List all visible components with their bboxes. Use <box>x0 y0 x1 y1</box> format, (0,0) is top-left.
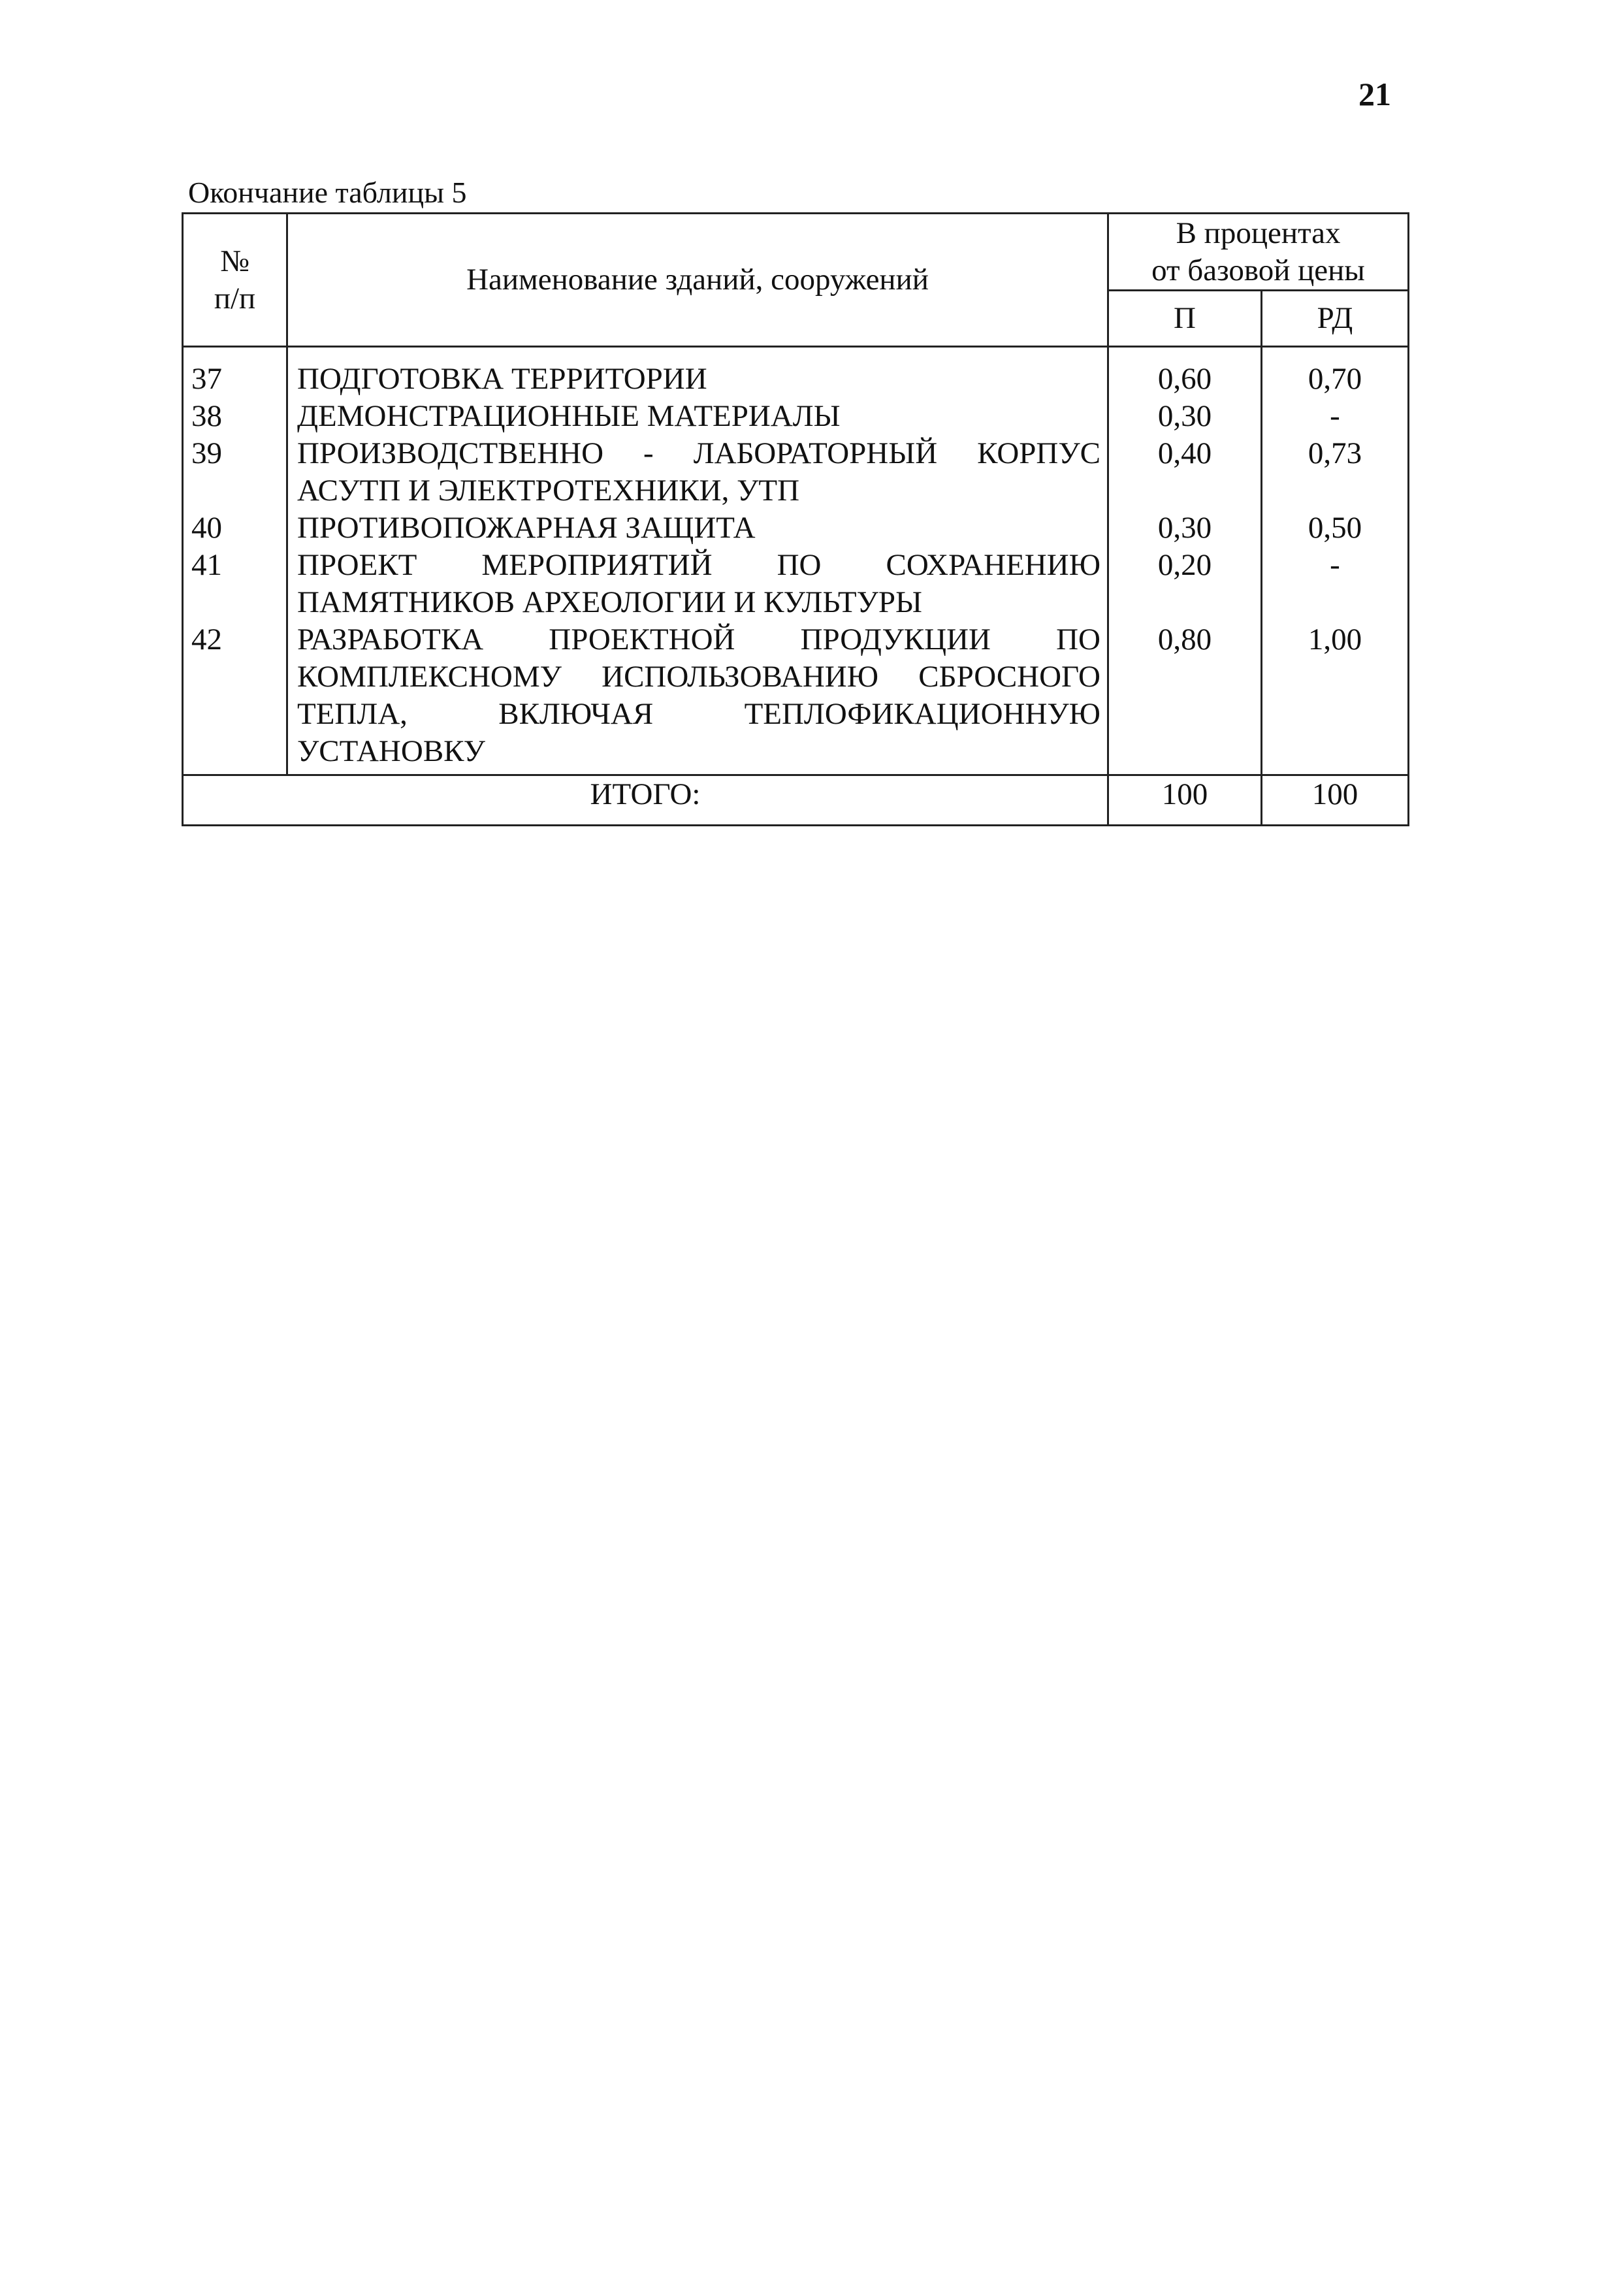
table-row <box>183 621 1409 775</box>
row-p: 0,80 <box>1108 621 1262 775</box>
row-p: 0,20 <box>1108 547 1262 621</box>
table-header <box>183 214 1409 347</box>
header-num-line2: п/п <box>214 281 256 315</box>
row-rd: 0,70 <box>1262 347 1409 398</box>
row-rd: - <box>1262 398 1409 435</box>
row-num: 39 <box>183 435 287 509</box>
row-num: 38 <box>183 398 287 435</box>
row-p: 0,30 <box>1108 398 1262 435</box>
row-p: 0,60 <box>1108 347 1262 398</box>
row-name: ПОДГОТОВКА ТЕРРИТОРИИ <box>287 347 1108 398</box>
row-rd: 0,73 <box>1262 435 1409 509</box>
table-footer <box>183 775 1409 826</box>
table-body <box>183 347 1409 775</box>
row-rd: - <box>1262 547 1409 621</box>
header-percent-line1: В процентах <box>1176 216 1341 250</box>
total-row <box>183 775 1409 826</box>
header-name: Наименование зданий, сооружений <box>287 214 1108 347</box>
row-name: ПРОИЗВОДСТВЕННО - ЛАБОРАТОРНЫЙ КОРПУС АСУТП И ЭЛЕКТРОТЕХНИКИ, УТП <box>287 435 1108 509</box>
page-number: 21 <box>1358 76 1391 112</box>
row-num: 40 <box>183 509 287 547</box>
row-num: 37 <box>183 347 287 398</box>
total-rd: 100 <box>1262 775 1409 826</box>
table-row <box>183 435 1409 509</box>
row-name: РАЗРАБОТКА ПРОЕКТНОЙ ПРОДУКЦИИ ПО КОМПЛЕКСНОМУ ИСПОЛЬЗОВАНИЮ СБРОСНОГО ТЕПЛА, ВКЛЮЧАЯ ТЕПЛОФИКАЦИОННУЮ УСТАНОВКУ <box>287 621 1108 775</box>
header-percent <box>1108 214 1409 291</box>
header-p: П <box>1108 291 1262 347</box>
table-row <box>183 509 1409 547</box>
total-label: ИТОГО: <box>183 775 1108 826</box>
row-p: 0,40 <box>1108 435 1262 509</box>
total-p: 100 <box>1108 775 1262 826</box>
data-table <box>182 212 1409 826</box>
header-num <box>183 214 287 347</box>
row-p: 0,30 <box>1108 509 1262 547</box>
row-name: ДЕМОНСТРАЦИОННЫЕ МАТЕРИАЛЫ <box>287 398 1108 435</box>
table-row <box>183 347 1409 398</box>
row-name: ПРОЕКТ МЕРОПРИЯТИЙ ПО СОХРАНЕНИЮ ПАМЯТНИКОВ АРХЕОЛОГИИ И КУЛЬТУРЫ <box>287 547 1108 621</box>
row-rd: 0,50 <box>1262 509 1409 547</box>
row-name: ПРОТИВОПОЖАРНАЯ ЗАЩИТА <box>287 509 1108 547</box>
header-percent-line2: от базовой цены <box>1151 253 1365 287</box>
row-num: 42 <box>183 621 287 775</box>
header-num-line1: № <box>220 244 249 278</box>
header-rd: РД <box>1262 291 1409 347</box>
table-row <box>183 398 1409 435</box>
table-caption: Окончание таблицы 5 <box>188 176 467 209</box>
row-rd: 1,00 <box>1262 621 1409 775</box>
row-num: 41 <box>183 547 287 621</box>
table-row <box>183 547 1409 621</box>
